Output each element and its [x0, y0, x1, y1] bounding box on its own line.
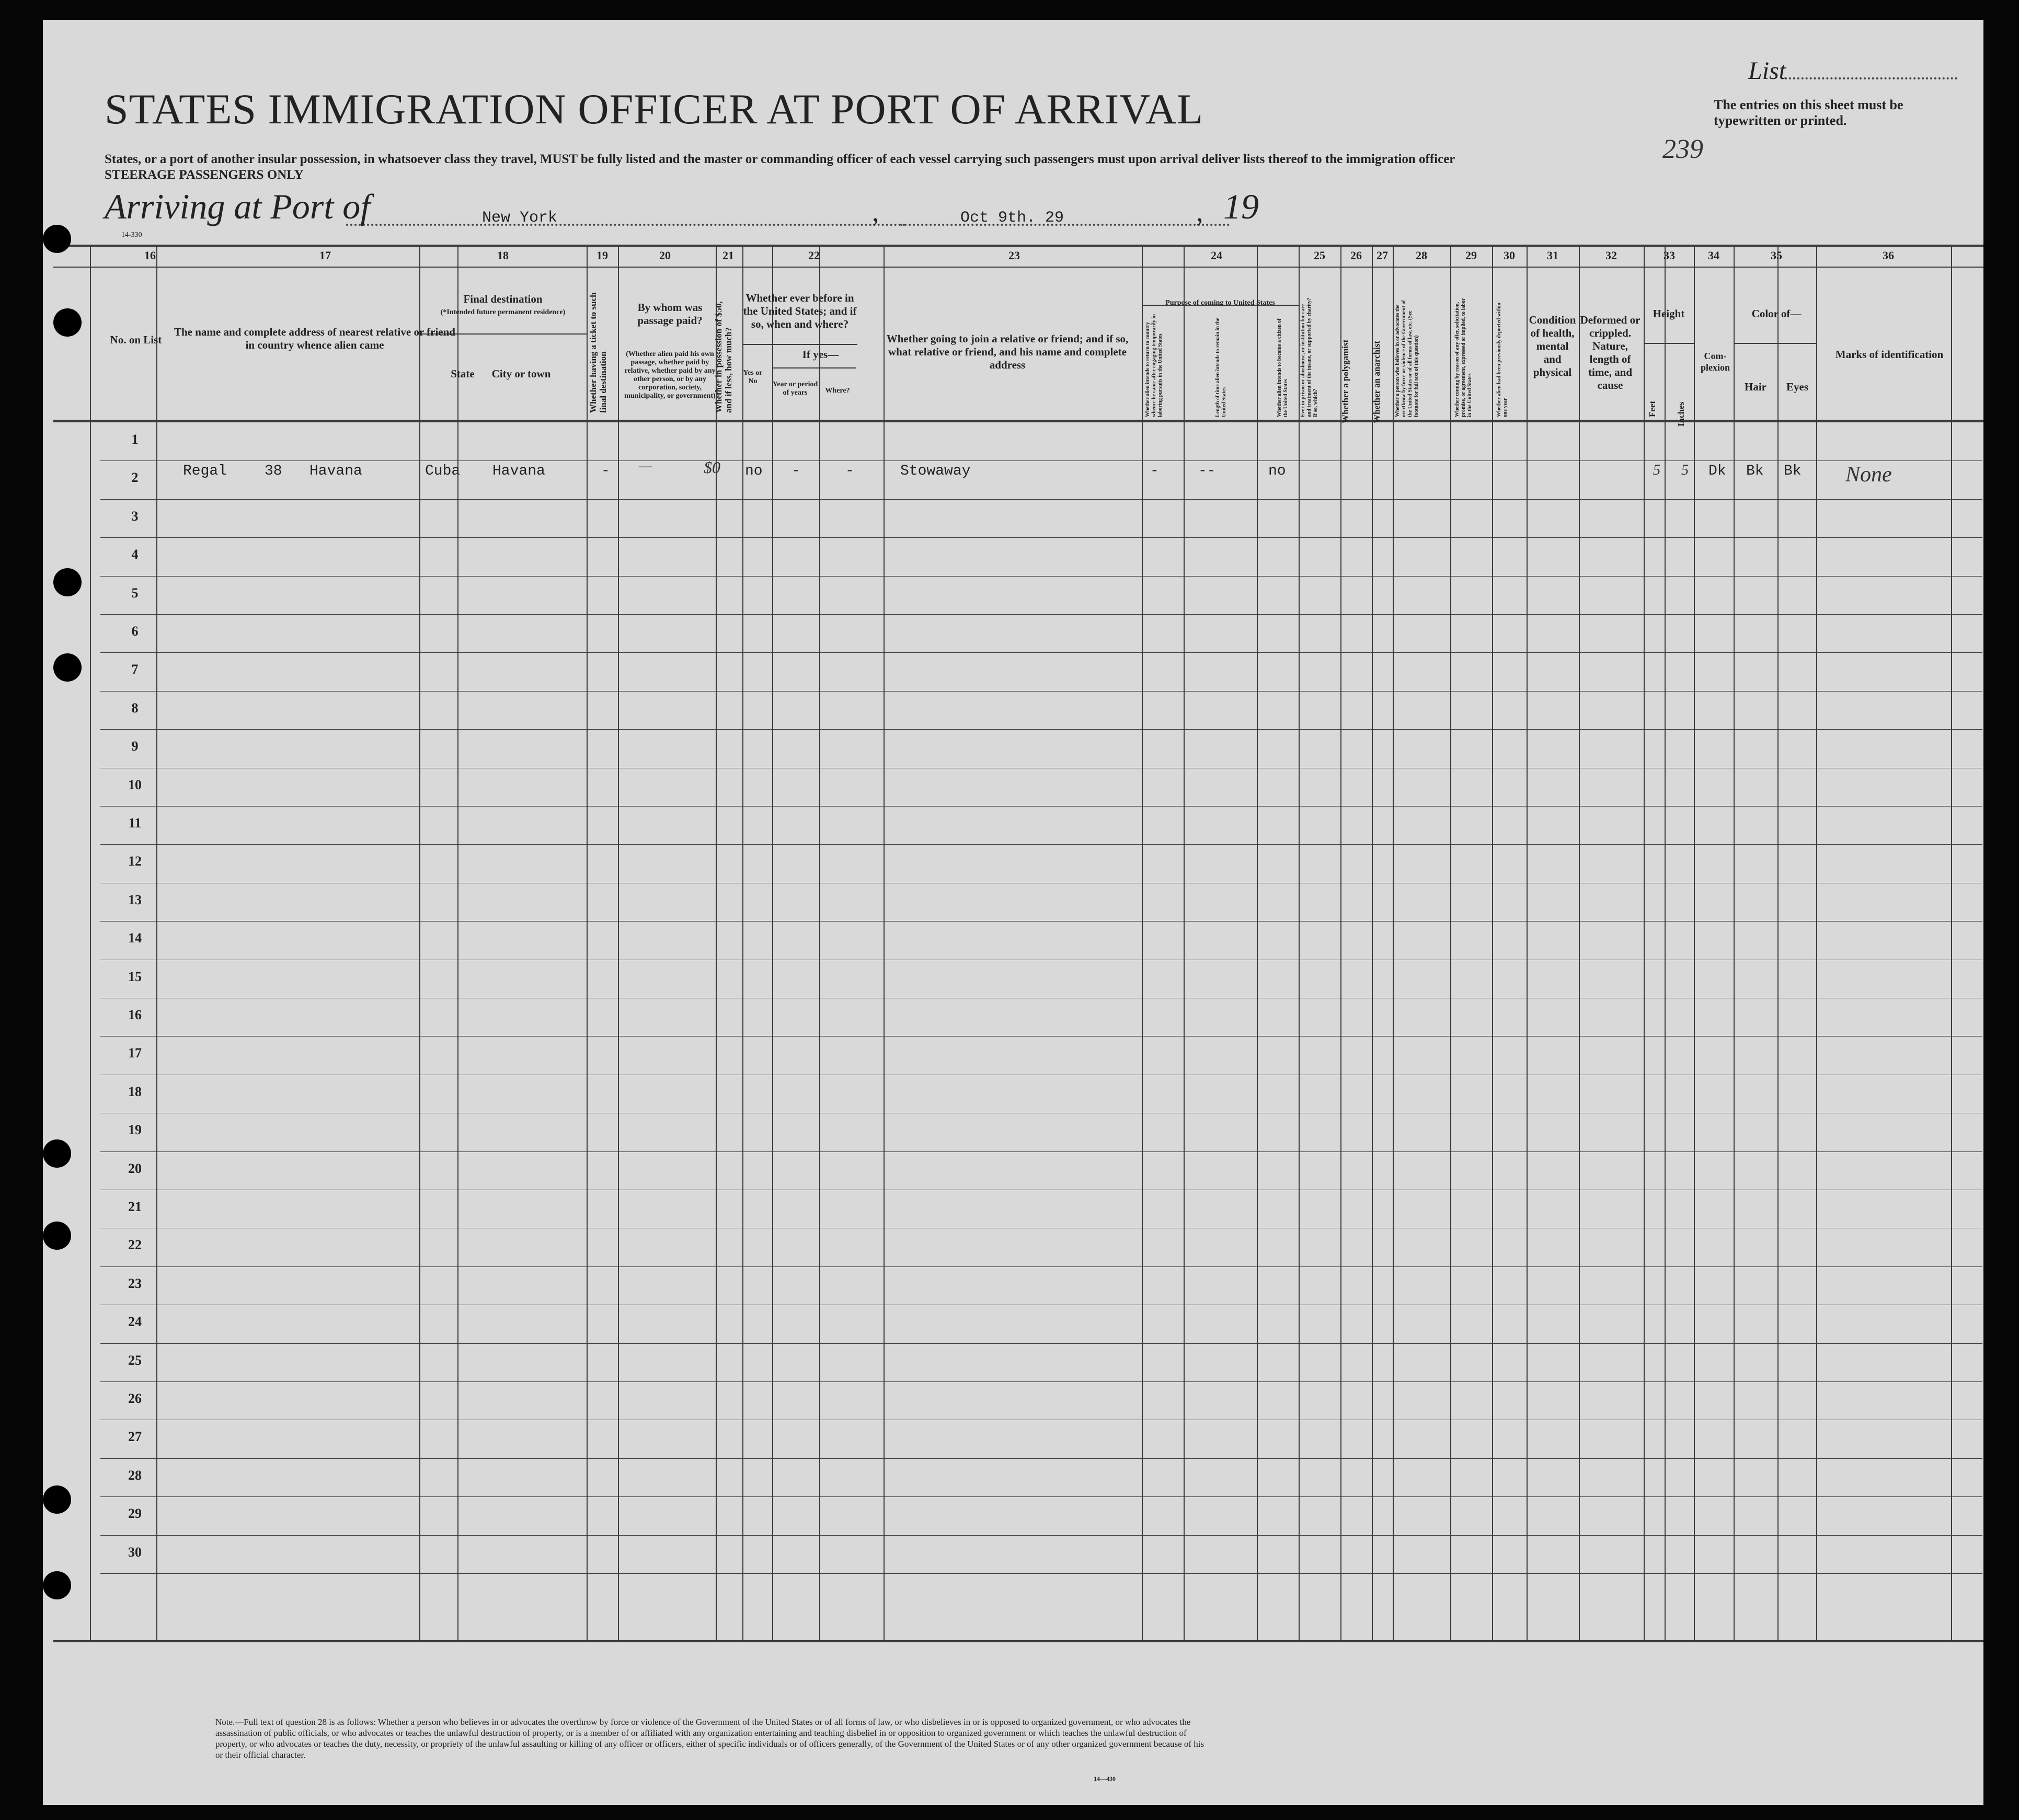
entry-where: -	[845, 463, 854, 479]
row-rule	[100, 1458, 1982, 1459]
binder-hole	[53, 568, 82, 596]
column-number: 22	[808, 249, 820, 262]
entry-been-before: no	[745, 463, 763, 479]
entry-complexion: Dk	[1708, 463, 1726, 479]
column-number: 31	[1547, 249, 1558, 262]
subheader-rule	[1644, 343, 1694, 344]
binder-hole	[43, 1139, 71, 1168]
header-state: State	[451, 367, 475, 380]
entry-city: Havana	[492, 463, 545, 479]
column-rule	[884, 245, 885, 1640]
table-bottom-rule	[53, 1640, 1983, 1642]
row-number: 24	[128, 1314, 142, 1329]
row-number: 20	[128, 1161, 142, 1176]
column-rule	[1734, 245, 1735, 1640]
column-number: 35	[1771, 249, 1782, 262]
column-rule	[1450, 245, 1451, 1640]
entry-inches: 5	[1681, 462, 1689, 478]
header-purpose-return: Whether alien intends to return to country whence he came after engaging temporarily in laboring pursuits in the United States	[1145, 314, 1163, 417]
column-number: 20	[659, 249, 671, 262]
entry-citizen: no	[1268, 463, 1286, 479]
list-label: List	[1748, 57, 1786, 85]
header-nearest-relative: The name and complete address of nearest relative or friend in country whence alien came	[174, 326, 455, 351]
typewritten-note: The entries on this sheet must be typewritten or printed.	[1714, 97, 1903, 128]
row-number: 4	[131, 547, 139, 562]
header-purpose: Purpose of coming to United States	[1165, 299, 1275, 307]
column-number: 23	[1008, 249, 1020, 262]
subheader-rule	[742, 344, 857, 345]
date-comma: ,	[1196, 196, 1203, 227]
column-rule	[772, 245, 773, 1640]
row-rule	[100, 1381, 1982, 1382]
row-number: 26	[128, 1391, 142, 1406]
row-number: 27	[128, 1429, 142, 1444]
column-number: 34	[1708, 249, 1719, 262]
row-rule	[100, 576, 1982, 577]
column-rule	[1184, 245, 1185, 1640]
header-final-destination-note: (*Intended future permanent residence)	[440, 308, 566, 316]
column-rule	[90, 245, 91, 1640]
column-number: 29	[1465, 249, 1477, 262]
row-number: 29	[128, 1506, 142, 1521]
column-rule	[1644, 245, 1645, 1640]
entry-state: Cuba	[425, 463, 461, 479]
header-if-yes: If yes—	[802, 348, 839, 361]
row-number: 25	[128, 1353, 142, 1368]
column-number: 36	[1883, 249, 1894, 262]
column-rule	[1393, 245, 1394, 1640]
column-rule	[1527, 245, 1528, 1640]
entry-return-country: -	[1150, 463, 1159, 479]
header-purpose-citizen: Whether alien intends to become a citizen of the United States	[1277, 318, 1289, 417]
header-feet: Feet	[1647, 400, 1657, 417]
entry-money: $0	[704, 458, 720, 477]
row-number: 19	[128, 1122, 142, 1137]
entry-length-stay: --	[1198, 463, 1216, 479]
column-rule	[618, 245, 619, 1640]
binder-hole	[53, 653, 82, 682]
column-rule	[1777, 245, 1779, 1640]
header-money: Whether in possession of $50, and if less, how much?	[714, 301, 733, 413]
row-number: 7	[131, 662, 139, 677]
binder-hole	[43, 1571, 71, 1599]
header-final-destination: Final destination	[463, 293, 543, 305]
form-code: 14-330	[121, 231, 142, 239]
entry-joining: Stowaway	[900, 463, 971, 479]
row-number: 13	[128, 892, 142, 907]
row-rule	[100, 729, 1982, 730]
entry-ticket: -	[601, 463, 610, 479]
header-eyes: Eyes	[1786, 381, 1808, 393]
manifest-grid	[43, 20, 1983, 1805]
date-value: Oct 9th. 29	[960, 209, 1064, 227]
sheet-number: 239	[1662, 134, 1703, 164]
header-color-of: Color of—	[1751, 307, 1802, 320]
row-rule	[100, 652, 1982, 653]
row-number: 8	[131, 700, 139, 716]
row-number: 23	[128, 1276, 142, 1291]
column-number: 26	[1350, 249, 1362, 262]
column-rule	[1142, 245, 1143, 1640]
port-comma: ,	[872, 196, 879, 227]
row-rule	[100, 460, 1982, 461]
row-rule	[100, 1535, 1982, 1536]
entry-paid-by: —	[639, 458, 652, 474]
row-number: 2	[131, 470, 139, 485]
header-by-whom-paid: By whom was passage paid?	[637, 301, 703, 327]
column-number: 19	[596, 249, 608, 262]
header-overthrow: Whether a person who believes in or advocates the overthrow by force or violence of the Government of the United States or of all forms of law, etc. (See footnote for full text of this question)	[1395, 300, 1419, 417]
header-labor-offer: Whether coming by reason of any offer, solicitation, promise, or agreement, expressed or implied, to labor in the United States	[1454, 298, 1473, 417]
row-number: 11	[128, 815, 142, 831]
header-city: City or town	[491, 367, 551, 380]
header-condition: Condition of health, mental and physical	[1529, 314, 1576, 378]
column-number: 27	[1376, 249, 1388, 262]
entry-eyes: Bk	[1784, 463, 1802, 479]
column-number: 17	[319, 249, 331, 262]
header-prison: Ever in prison or almshouse, or institution for care and treatment of the insane, or supported by charity? If so, which?	[1300, 297, 1318, 417]
entry-year-period: -	[791, 463, 800, 479]
row-rule	[100, 614, 1982, 615]
column-number: 18	[497, 249, 509, 262]
page-title: STATES IMMIGRATION OFFICER AT PORT OF ARRIVAL	[105, 85, 1204, 133]
column-rule	[1492, 245, 1493, 1640]
entry-marks: None	[1845, 463, 1892, 487]
row-number: 15	[128, 969, 142, 984]
header-hair: Hair	[1745, 381, 1766, 393]
column-rule	[1665, 245, 1666, 1640]
column-rule	[587, 245, 588, 1640]
binder-hole	[43, 225, 71, 253]
entry-feet: 5	[1653, 462, 1660, 478]
header-deported: Whether alien had been previously deported within one year	[1496, 302, 1508, 417]
column-number: 32	[1605, 249, 1617, 262]
header-height: Height	[1653, 307, 1685, 320]
row-rule	[100, 1573, 1982, 1574]
port-value: New York	[482, 209, 558, 227]
row-rule	[100, 537, 1982, 538]
row-number: 16	[128, 1007, 142, 1022]
column-rule	[716, 245, 717, 1640]
column-rule	[819, 245, 820, 1640]
column-rule	[1816, 245, 1817, 1640]
header-inches: Inches	[1676, 401, 1686, 427]
row-number: 30	[128, 1545, 142, 1560]
column-rule	[1372, 245, 1373, 1640]
row-number: 28	[128, 1468, 142, 1483]
column-rule	[742, 245, 743, 1640]
column-rule	[1299, 245, 1300, 1640]
header-where: Where?	[825, 387, 850, 395]
row-number: 6	[131, 624, 139, 639]
column-rule	[1694, 245, 1695, 1640]
column-rule	[1951, 245, 1952, 1640]
header-purpose-length: Length of time alien intends to remain in the United States	[1215, 318, 1227, 417]
column-number: 30	[1504, 249, 1515, 262]
subtitle-line-1: States, or a port of another insular possession, in whatsoever class they travel, MUST be fully listed and the master or commanding officer of each vessel carrying such passengers must upon arrival deliver lists thereof to the immigration officer	[105, 152, 1455, 166]
header-year-period: Year or period of years	[772, 381, 818, 397]
subtitle-line-2: STEERAGE PASSENGERS ONLY	[105, 168, 304, 182]
column-rule	[419, 245, 420, 1640]
row-number: 14	[128, 930, 142, 946]
entry-hair: Bk	[1746, 463, 1764, 479]
column-rule	[1257, 245, 1258, 1640]
binder-hole	[43, 1485, 71, 1514]
column-number: 33	[1664, 249, 1675, 262]
column-rule	[457, 245, 458, 1640]
footnote-code: 14—430	[1094, 1775, 1116, 1782]
column-rule	[1340, 245, 1341, 1640]
row-number: 18	[128, 1084, 142, 1099]
entry-relative-name: Regal	[183, 463, 227, 479]
header-complexion: Com- plexion	[1700, 351, 1730, 373]
binder-hole	[43, 1222, 71, 1250]
row-rule	[100, 1151, 1982, 1152]
column-number: 24	[1211, 249, 1222, 262]
header-anarchist: Whether an anarchist	[1372, 340, 1382, 423]
row-rule	[100, 806, 1982, 807]
row-number: 3	[131, 509, 139, 524]
port-label: Arriving at Port of	[105, 187, 371, 226]
row-number: 12	[128, 854, 142, 869]
row-number: 17	[128, 1045, 142, 1061]
header-before-in-us: Whether ever before in the United States; and if so, when and where?	[743, 292, 857, 330]
row-rule	[100, 844, 1982, 845]
header-no-on-list: No. on List	[110, 333, 162, 346]
header-yes-or-no: Yes or No	[743, 369, 763, 385]
column-number: 16	[144, 249, 156, 262]
row-number: 22	[128, 1237, 142, 1252]
row-rule	[100, 1343, 1982, 1344]
row-number: 9	[131, 739, 139, 754]
column-number: 21	[722, 249, 734, 262]
entry-relative-number: 38	[265, 463, 282, 479]
row-rule	[100, 1266, 1982, 1267]
header-ticket: Whether having a ticket to such final destination	[588, 292, 608, 413]
row-number: 10	[128, 777, 142, 792]
binder-hole	[53, 308, 82, 337]
subheader-rule	[772, 367, 856, 368]
footnote-text: Note.—Full text of question 28 is as follows: Whether a person who believes in or advocates the overthrow by force or violence of the Government of the United States or of all forms of law, or who disbelieves in or is opposed to organized government, or who advocates the assassination of public officials, or who advocates or teaches the unlawful destruction of property, or is a member of or affiliated with any organization entertaining and teaching disbelief in or opposition to organized government or which teaches the unlawful destruction of property, or who advocates or teaches the duty, necessity, or propriety of the unlawful assaulting or killing of any officer or officers, either of specific individuals or of officers generally, of the Government of the United States or of any other organized government because of his or their official character.	[215, 1717, 1204, 1760]
row-rule	[100, 1496, 1982, 1497]
manifest-sheet	[43, 20, 1983, 1805]
row-number: 5	[131, 585, 139, 601]
column-number: 25	[1314, 249, 1325, 262]
row-number: 21	[128, 1199, 142, 1214]
entry-relative-city: Havana	[309, 463, 362, 479]
column-rule	[1579, 245, 1580, 1640]
row-rule	[100, 499, 1982, 500]
header-marks: Marks of identification	[1835, 348, 1944, 361]
row-rule	[100, 691, 1982, 692]
column-number: 28	[1416, 249, 1427, 262]
subheader-rule	[1734, 343, 1816, 344]
header-polygamist: Whether a polygamist	[1340, 339, 1350, 423]
year-prefix: 19	[1223, 187, 1259, 226]
header-deformed: Deformed or crippled. Nature, length of time, and cause	[1580, 314, 1641, 391]
row-number: 1	[131, 432, 139, 447]
header-joining: Whether going to join a relative or friend; and if so, what relative or friend, and his name and complete address	[886, 332, 1129, 371]
header-by-whom-note: (Whether alien paid his own passage, whether paid by relative, whether paid by any other person, or by any corporation, society, municipality, or government)	[624, 350, 716, 400]
